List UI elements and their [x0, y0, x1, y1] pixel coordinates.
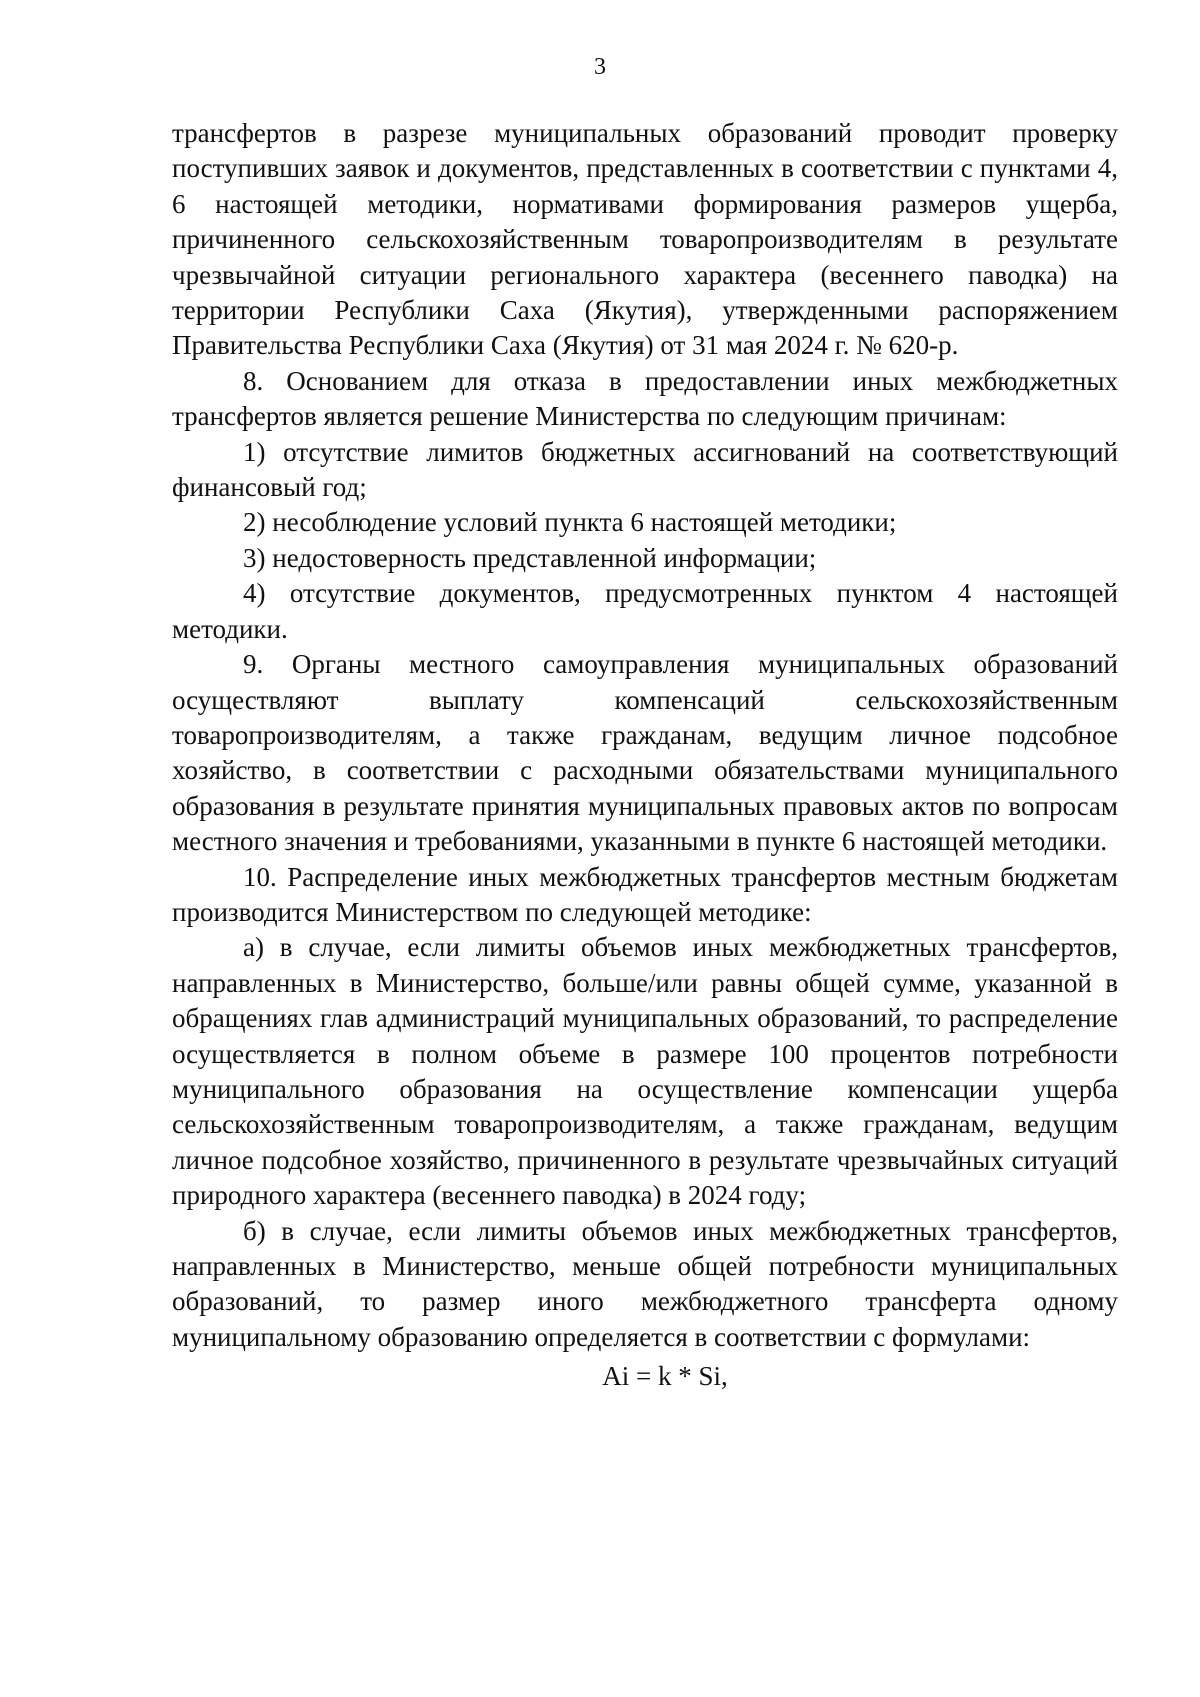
list-item-3: 3) недостоверность представленной информации; [243, 542, 817, 573]
list-item-1: 1) отсутствие лимитов бюджетных ассигнований на соответствующий финансовый год; [172, 436, 1118, 503]
list-item-2: 2) несоблюдение условий пункта 6 настоящей методики; [243, 507, 897, 538]
paragraph-10: 10. Распределение иных межбюджетных трансфертов местным бюджетам производится Министерством по следующей методике: [172, 861, 1118, 927]
subparagraph-a: а) в случае, если лимиты объемов иных межбюджетных трансфертов, направленных в Министерство, больше/или равны общей сумме, указанной в обращениях глав администраций муниципальных образований, то распределение осуществляется в полном объеме в размере 100 процентов потребности муниципального образования на осуществление компенсации ущерба сельскохозяйственным товаропроизводителям, а также гражданам, ведущим личное подсобное хозяйство, причиненного в результате чрезвычайных ситуаций природного характера (весеннего паводка) в 2024 году; [172, 932, 1118, 1211]
paragraph-8: 8. Основанием для отказа в предоставлении иных межбюджетных трансфертов является решение Министерства по следующим причинам: [172, 365, 1118, 432]
document-body [172, 116, 1118, 1395]
formula: Ai = k * Si, [602, 1361, 728, 1392]
list-item-4: 4) отсутствие документов, предусмотренных пунктом 4 настоящей методики. [172, 578, 1118, 644]
paragraph-9: 9. Органы местного самоуправления муниципальных образований осуществляют выплату компенсаций сельскохозяйственным товаропроизводителям, а также гражданам, ведущим личное подсобное хозяйство, в соответствии с расходными обязательствами муниципального образования в результате принятия муниципальных правовых актов по вопросам местного значения и требованиями, указанными в пункте 6 настоящей методики. [172, 649, 1118, 857]
paragraph-continuation: трансфертов в разрезе муниципальных образований проводит проверку поступивших заявок и документов, представленных в соответствии с пунктами 4, 6 настоящей методики, нормативами формирования размеров ущерба, причиненного сельскохозяйственным товаропроизводителям в результате чрезвычайной ситуации регионального характера (весеннего паводка) на территории Республики Саха (Якутия), утвержденными распоряжением Правительства Республики Саха (Якутия) от 31 мая 2024 г. № 620-р. [172, 118, 1118, 361]
subparagraph-b: б) в случае, если лимиты объемов иных межбюджетных трансфертов, направленных в Министерство, меньше общей потребности муниципальных образований, то размер иного межбюджетного трансферта одному муниципальному образованию определяется в соответствии с формулами: [172, 1215, 1118, 1352]
page-number: 3 [594, 54, 606, 80]
